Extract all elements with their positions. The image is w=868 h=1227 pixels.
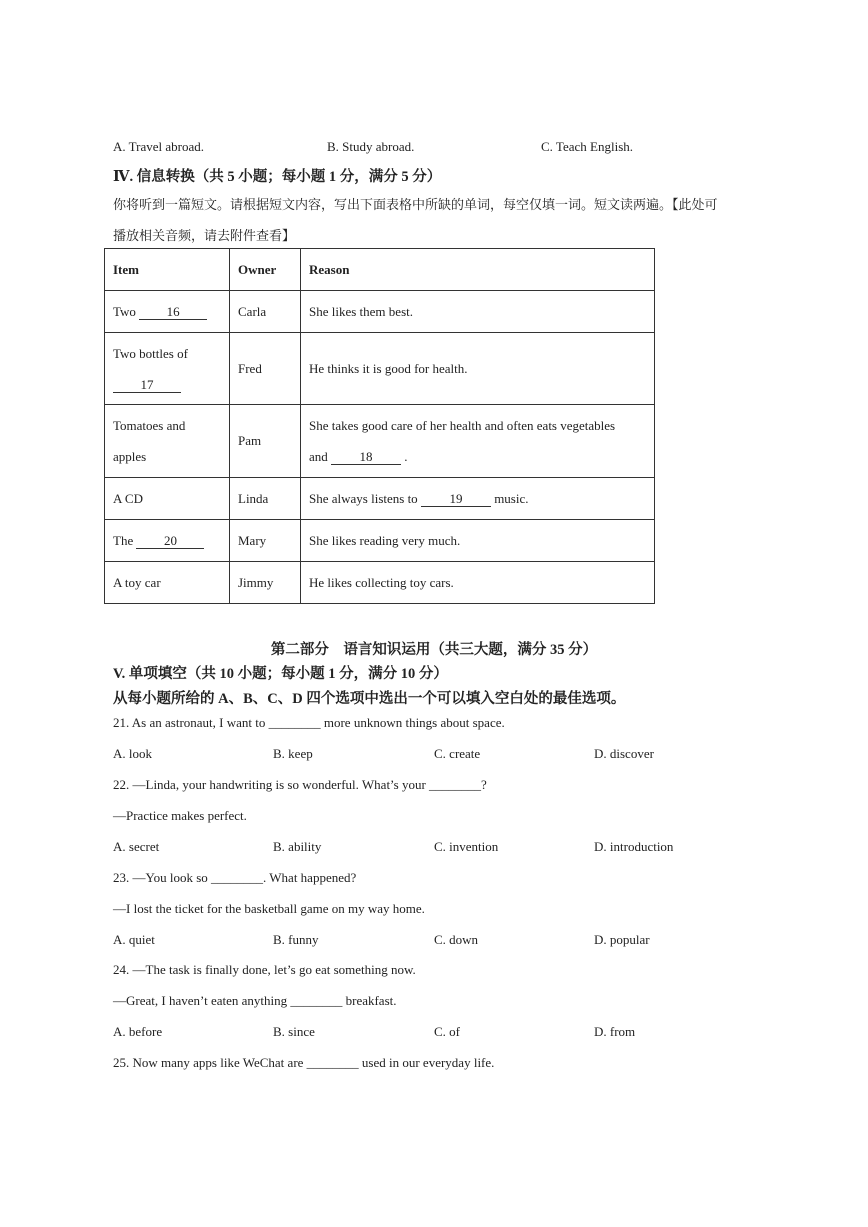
question-22-line2: —Practice makes perfect. [113,808,247,823]
item-cell [105,333,230,405]
question-21-option-c: C. create [434,746,481,761]
blank-20: 20 [136,534,204,549]
reason-cell: He likes collecting toy cars. [301,562,655,604]
question-24-option-b: B. since [273,1024,315,1039]
question-25-stem: 25. Now many apps like WeChat are ________ used in our everyday life. [113,1055,495,1070]
owner-cell: Pam [230,405,301,478]
owner-cell: Linda [230,478,301,520]
item-text: The [113,532,134,548]
question-21-option-b: B. keep [273,746,313,761]
reason-text-end: music. [494,490,529,506]
table-header-row [105,249,655,291]
reason-text-and: and [309,449,328,464]
question-21-stem: 21. As an astronaut, I want to ________ more unknown things about space. [113,715,505,730]
table-row [105,291,655,333]
table-row [105,562,655,604]
section-4-instruction-line1: 你将听到一篇短文。请根据短文内容，写出下面表格中所缺的单词，每空仅填一词。短文读两遍。【此处可 [113,197,718,212]
section-5-instruction: 从每小题所给的 A、B、C、D 四个选项中选出一个可以填入空白处的最佳选项。 [113,691,626,707]
blank-16: 16 [139,305,207,320]
item-cell: A toy car [105,562,230,604]
reason-cell: He thinks it is good for health. [301,333,655,405]
question-21-option-d: D. discover [594,746,654,761]
question-22-option-c: C. invention [434,839,499,854]
owner-cell: Mary [230,520,301,562]
question-23-option-d: D. popular [594,932,650,947]
blank-19: 19 [421,492,491,507]
question-22-stem: 22. —Linda, your handwriting is so wonderful. What’s your ________? [113,777,487,792]
blank-17: 17 [113,378,181,393]
owner-cell: Jimmy [230,562,301,604]
reason-cell: She likes reading very much. [301,520,655,562]
info-table [104,248,655,604]
section-5-title: V. 单项填空（共 10 小题；每小题 1 分，满分 10 分） [113,666,448,682]
question-22-option-a: A. secret [113,839,160,854]
item-text: Two [113,303,136,319]
question-24-option-d: D. from [594,1024,636,1039]
table-row [105,405,655,478]
owner-cell: Carla [230,291,301,333]
item-text: Tomatoes and [113,418,186,433]
reason-text: She always listens to [309,490,418,506]
header-reason: Reason [301,249,655,291]
question-24-stem: 24. —The task is finally done, let’s go eat something now. [113,962,416,977]
item-text-line2: apples [113,449,147,464]
header-owner: Owner [230,249,301,291]
item-text: Two bottles of [113,345,188,361]
reason-text: She takes good care of her health and often eats vegetables [309,418,616,433]
question-23-option-b: B. funny [273,932,319,947]
header-item: Item [105,249,230,291]
reason-cell: She likes them best. [301,291,655,333]
question-24-option-a: A. before [113,1024,163,1039]
prev-option-c: C. Teach English. [541,139,634,154]
item-cell [105,405,230,478]
table-row [105,333,655,405]
question-22-option-d: D. introduction [594,839,674,854]
blank-18: 18 [331,450,401,465]
section-4-title: Ⅳ. 信息转换（共 5 小题；每小题 1 分，满分 5 分） [113,169,442,185]
question-22-option-b: B. ability [273,839,322,854]
question-24-option-c: C. of [434,1024,460,1039]
item-cell: A CD [105,478,230,520]
prev-option-b: B. Study abroad. [327,139,415,154]
reason-cell [301,478,655,520]
reason-cell [301,405,655,478]
prev-option-a: A. Travel abroad. [113,139,204,154]
item-cell [105,291,230,333]
question-23-option-a: A. quiet [113,932,155,947]
section-4-instruction-line2: 播放相关音频，请去附件查看】 [113,228,296,243]
reason-text-end: . [404,449,408,464]
part-2-title: 第二部分 语言知识运用（共三大题，满分 35 分） [270,642,598,658]
owner-cell: Fred [230,333,301,405]
question-24-line2: —Great, I haven’t eaten anything ________ breakfast. [113,993,397,1008]
question-23-option-c: C. down [434,932,479,947]
item-cell [105,520,230,562]
question-23-line2: —I lost the ticket for the basketball game on my way home. [113,901,425,916]
table-row [105,478,655,520]
question-21-option-a: A. look [113,746,152,761]
question-23-stem: 23. —You look so ________. What happened? [113,870,357,885]
table-row [105,520,655,562]
